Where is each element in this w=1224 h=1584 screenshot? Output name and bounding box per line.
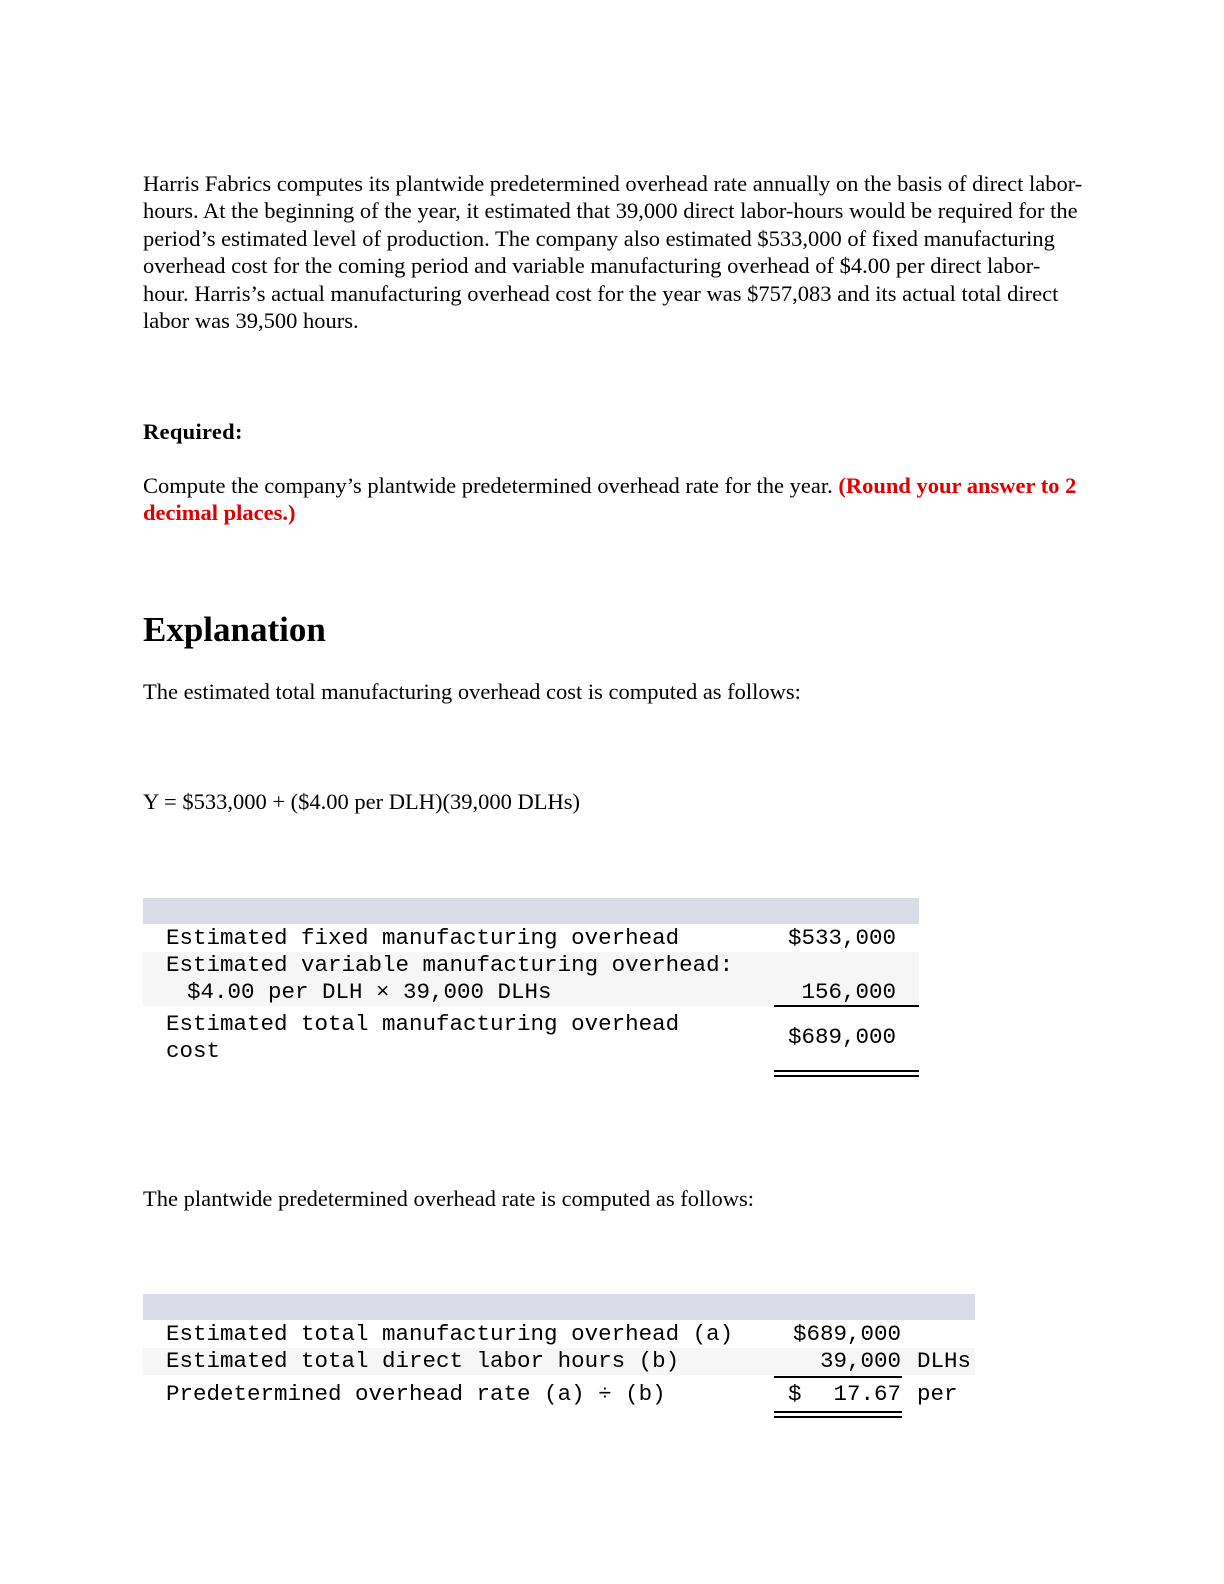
predetermined-rate-value: 17.67 (833, 1381, 901, 1407)
problem-text: Harris Fabrics computes its plantwide predetermined overhead rate annually on the basis of direct labor-hours. At the beginning of the year, it estimated that 39,000 direct labor-hours would be required for the period’s estimated level of production. The company also estimated $533,000 of fixed manufacturing overhead cost for the coming period and variable manufacturing overhead of $4.00 per direct labor-hour. Harris’s actual manufacturing overhead cost for the year was $757,083 and its actual total direct labor was 39,500 hours. (143, 171, 1083, 334)
subtotal-rule (774, 1005, 919, 1007)
total-overhead-label-cont: cost (166, 1038, 221, 1064)
direct-labor-hours-value: 39,000 (819, 1348, 901, 1374)
variable-overhead-calc: $4.00 per DLH × 39,000 DLHs (187, 979, 552, 1005)
fixed-overhead-label: Estimated fixed manufacturing overhead (166, 925, 680, 951)
cost-formula: Y = $533,000 + ($4.00 per DLH)(39,000 DLHs) (143, 789, 580, 814)
rate-unit: per (917, 1381, 958, 1407)
total-double-rule (774, 1070, 919, 1077)
question-prompt: Compute the company’s plantwide predetermined overhead rate for the year. (143, 473, 833, 498)
fixed-overhead-value: $533,000 (787, 925, 896, 951)
total-overhead-label: Estimated total manufacturing overhead (166, 1011, 680, 1037)
explanation-title: Explanation (143, 610, 326, 649)
total-overhead-value: $689,000 (787, 1024, 896, 1050)
total-double-rule (774, 1411, 902, 1418)
total-overhead-a-value: $689,000 (792, 1321, 901, 1347)
predetermined-rate-table (143, 1280, 975, 1420)
estimated-overhead-table (143, 898, 919, 1078)
rate-currency-symbol: $ (788, 1381, 802, 1407)
table-row (143, 1348, 975, 1375)
question-text (143, 472, 1083, 527)
rounding-note: (Round your answer to 2 decimal places.) (143, 473, 1077, 526)
variable-overhead-value: 156,000 (801, 979, 896, 1005)
explanation-intro-line: The estimated total manufacturing overhead cost is computed as follows: (143, 679, 801, 704)
table-header-bar (143, 1294, 975, 1320)
required-heading: Required: (143, 419, 243, 444)
subtotal-rule (774, 1376, 902, 1378)
rate-intro-line: The plantwide predetermined overhead rate is computed as follows: (143, 1186, 755, 1211)
variable-overhead-label: Estimated variable manufacturing overhead: (166, 952, 734, 978)
table-row (143, 952, 919, 1006)
predetermined-rate-label: Predetermined overhead rate (a) ÷ (b) (166, 1381, 666, 1407)
total-overhead-a-label: Estimated total manufacturing overhead (a) (166, 1321, 734, 1347)
dlh-unit: DLHs (917, 1348, 972, 1374)
table-header-bar (143, 898, 919, 924)
direct-labor-hours-label: Estimated total direct labor hours (b) (166, 1348, 680, 1374)
